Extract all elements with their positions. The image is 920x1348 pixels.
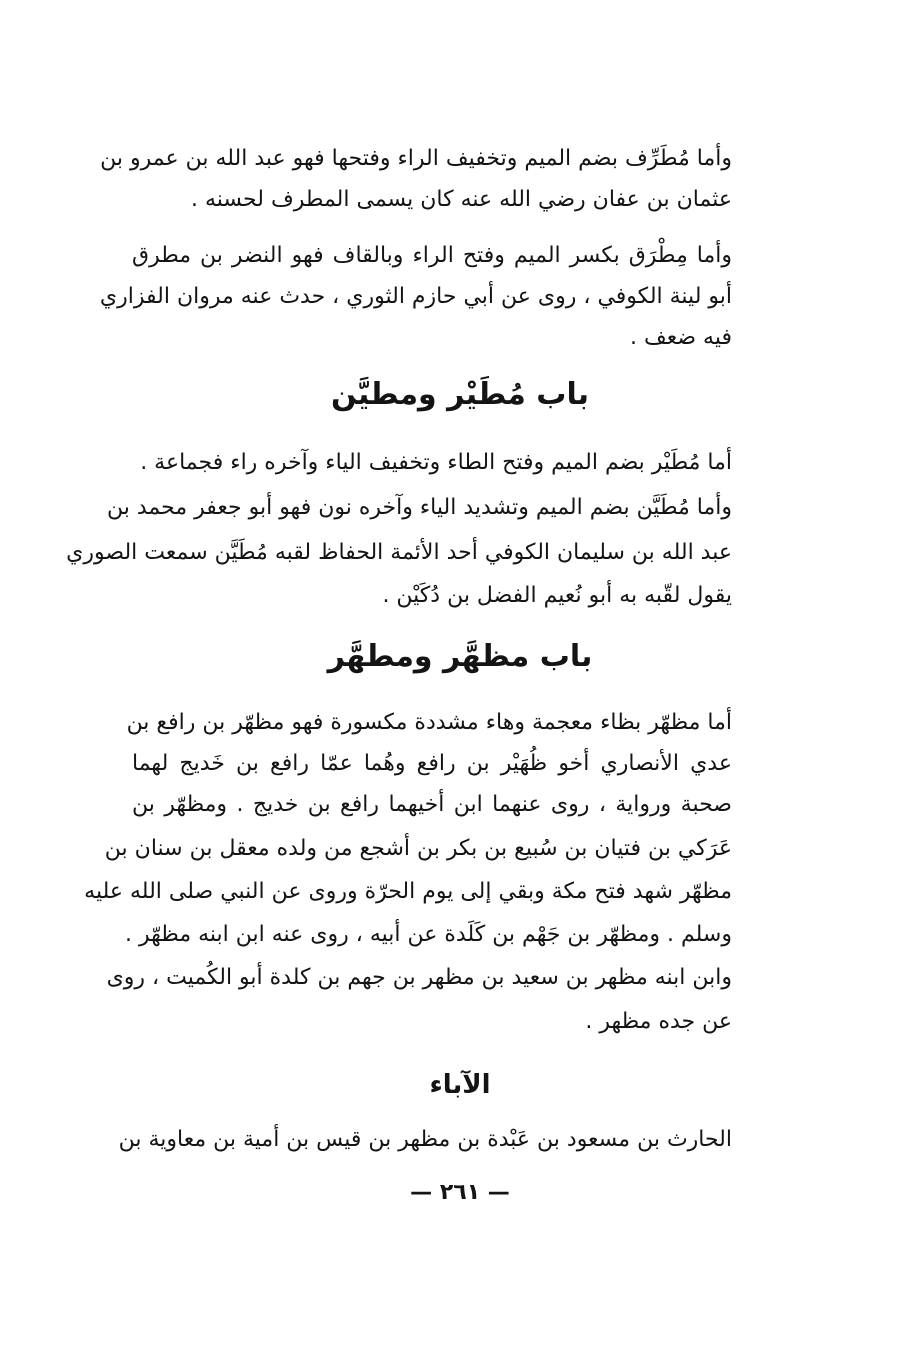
text-line: عن جده مظهر . xyxy=(585,1009,732,1034)
page-number: — ٢٦١ — xyxy=(410,1180,510,1205)
text-line: وأما مُطَيَّن بضم الميم وتشديد الياء وآخره نون فهو أبو جعفر محمد بن xyxy=(107,495,732,520)
section-heading: باب مُطَيْر ومطيَّن xyxy=(331,377,589,412)
text-line: أبو لينة الكوفي ، روى عن أبي حازم الثوري ، حدث عنه مروان الفزاري xyxy=(99,284,732,309)
text-line: فيه ضعف . xyxy=(630,325,732,350)
text-line: وأما مِطْرَق بكسر الميم وفتح الراء وبالقاف فهو النضر بن مطرق xyxy=(132,243,732,268)
text-line: مظهّر شهد فتح مكة وبقي إلى يوم الحرّة وروى عن النبي صلى الله عليه xyxy=(84,879,732,904)
text-line: الحارث بن مسعود بن عَبْدة بن مظهر بن قيس بن أمية بن معاوية بن xyxy=(118,1127,732,1152)
text-line: عثمان بن عفان رضي الله عنه كان يسمى المطرف لحسنه . xyxy=(191,187,732,212)
text-line: أما مُطَيْر بضم الميم وفتح الطاء وتخفيف الياء وآخره راء فجماعة . xyxy=(140,450,732,475)
section-heading: الآباء xyxy=(429,1070,491,1100)
text-line: وسلم . ومظهّر بن جَهْم بن كَلَدة عن أبيه ، روى عنه ابن ابنه مظهّر . xyxy=(125,922,732,947)
text-line: أما مظهّر بظاء معجمة وهاء مشددة مكسورة فهو مظهّر بن رافع بن xyxy=(126,710,732,735)
text-line: وابن ابنه مظهر بن سعيد بن مظهر بن جهم بن كلدة أبو الكُميت ، روى xyxy=(106,965,732,990)
text-line: صحبة ورواية ، روى عنهما ابن أخيهما رافع بن خديج . ومظهّر بن xyxy=(132,792,732,817)
text-line: عدي الأنصاري أخو ظُهَيْر بن رافع وهُما عمّا رافع بن خَديج لهما xyxy=(132,751,732,776)
text-line: يقول لقّبه به أبو نُعيم الفضل بن دُكَيْن . xyxy=(382,583,732,608)
text-line: وأما مُطَرِّف بضم الميم وتخفيف الراء وفتحها فهو عبد الله بن عمرو بن xyxy=(100,146,732,171)
text-line: عبد الله بن سليمان الكوفي أحد الأئمة الحفاظ لقبه مُطَيَّن سمعت الصوري xyxy=(66,540,732,565)
text-line: عَرَكي بن فتيان بن سُبيع بن بكر بن أشجع من ولده معقل بن سنان بن xyxy=(104,836,732,861)
section-heading: باب مظهَّر ومطهَّر xyxy=(327,639,593,674)
